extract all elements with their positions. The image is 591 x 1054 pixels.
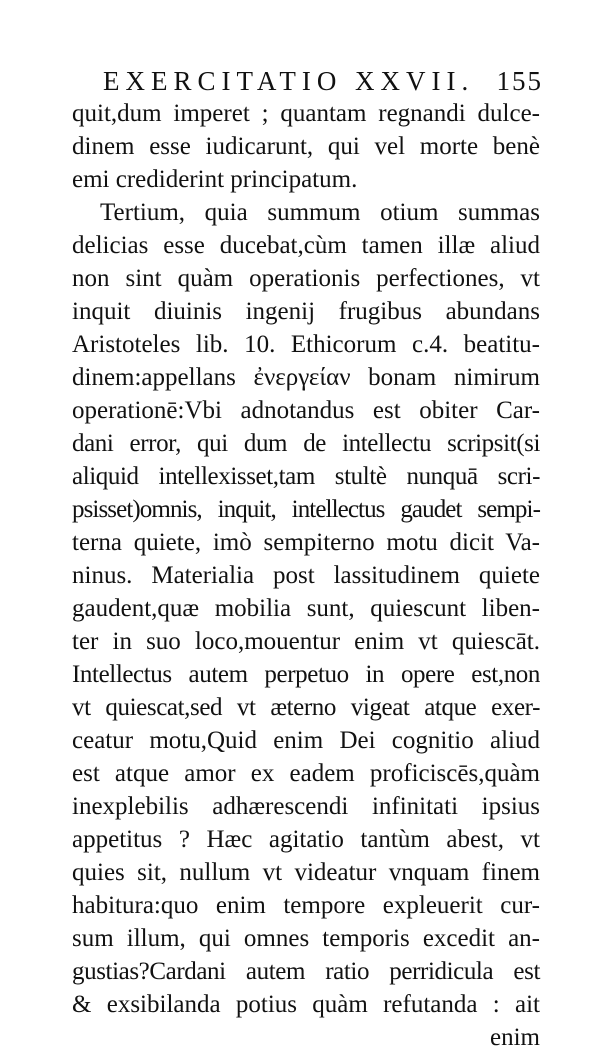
text-line: inexplebilis adhærescendi infinitati ipsius [72,793,540,820]
text-line: quit,dum imperet ; quantam regnandi dulce- [72,100,540,127]
text-line: aliquid intellexisset,tam stultè nunquā scri- [72,463,540,490]
text-line: dani error, qui dum de intellectu scripsit(si [72,430,540,457]
text-line: emi crediderint principatum. [72,166,358,193]
text-line: non sint quàm operationis perfectiones, vt [72,265,540,292]
catchword: enim [490,1024,540,1051]
page-number: 155 [496,66,543,96]
running-title: EXERCITATIO XXVII. [103,66,475,96]
text-line: psisset)omnis, inquit, intellectus gaudet sempi- [72,496,540,523]
text-line: operationē:Vbi adnotandus est obiter Car- [72,397,540,424]
text-line: Intellectus autem perpetuo in opere est,non [72,661,540,688]
text-line: terna quiete, imò sempiterno motu dicit Va- [72,529,540,556]
text-line: dinem esse iudicarunt, qui vel morte benè [72,133,540,160]
text-line: ninus. Materialia post lassitudinem quiete [72,562,540,589]
text-line: delicias esse ducebat,cùm tamen illæ aliud [72,232,540,259]
text-line: gustias?Cardani autem ratio perridicula est [72,958,540,985]
text-line: sum illum, qui omnes temporis excedit an- [72,925,540,952]
paragraph-first-line: Tertium, quia summum otium summas [100,199,540,226]
text-line: ter in suo loco,mouentur enim vt quiescāt. [72,628,540,655]
text-line: habitura:quo enim tempore expleuerit cur- [72,892,540,919]
text-line: est atque amor ex eadem proficiscēs,quàm [72,760,540,787]
text-line: ceatur motu,Quid enim Dei cognitio aliud [72,727,540,754]
text-line: & exsibilanda potius quàm refutanda : ait [72,991,540,1018]
running-head [103,64,543,98]
text-line: dinem:appellans ἐνεργείαν bonam nimirum [72,364,540,391]
text-line: Aristoteles lib. 10. Ethicorum c.4. beatitu- [72,331,540,358]
text-line: inquit diuinis ingenij frugibus abundans [72,298,540,325]
text-line: vt quiescat,sed vt æterno vigeat atque exer- [72,694,540,721]
body-text [72,97,540,1054]
text-line: gaudent,quæ mobilia sunt, quiescunt liben- [72,595,540,622]
text-line: appetitus ? Hæc agitatio tantùm abest, vt [72,826,540,853]
text-line: quies sit, nullum vt videatur vnquam finem [72,859,540,886]
